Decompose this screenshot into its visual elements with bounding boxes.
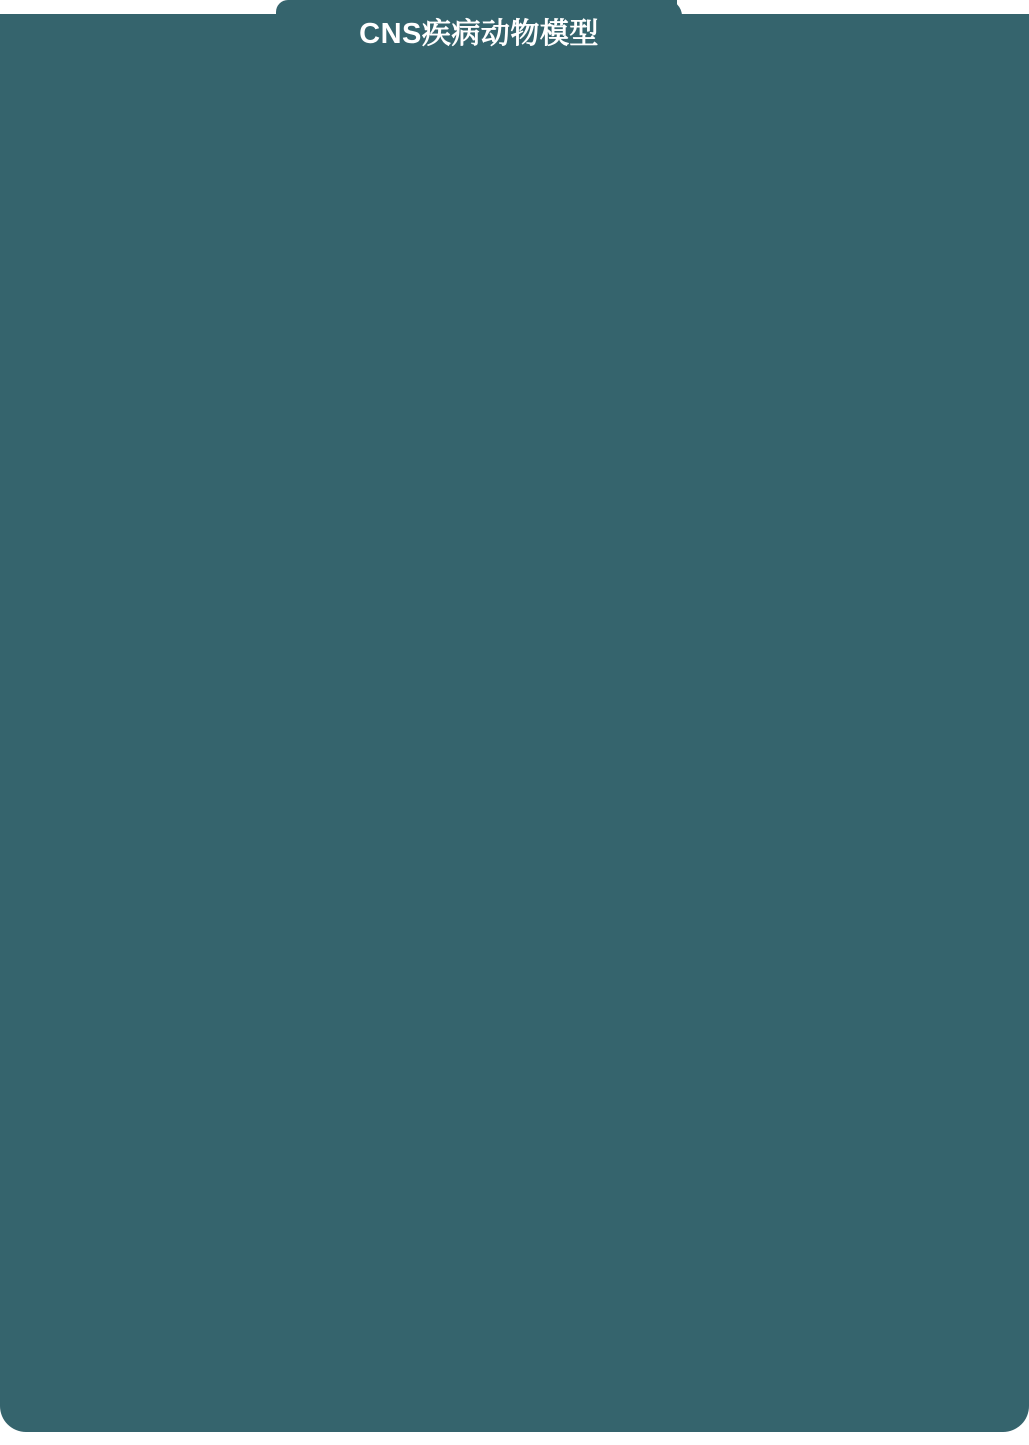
header-notch-left (0, 0, 288, 14)
page-title-tab (288, 0, 670, 72)
page-body (0, 72, 1029, 1432)
header-notch-right (677, 0, 1029, 14)
page-title: CNS疾病动物模型 (359, 18, 599, 50)
